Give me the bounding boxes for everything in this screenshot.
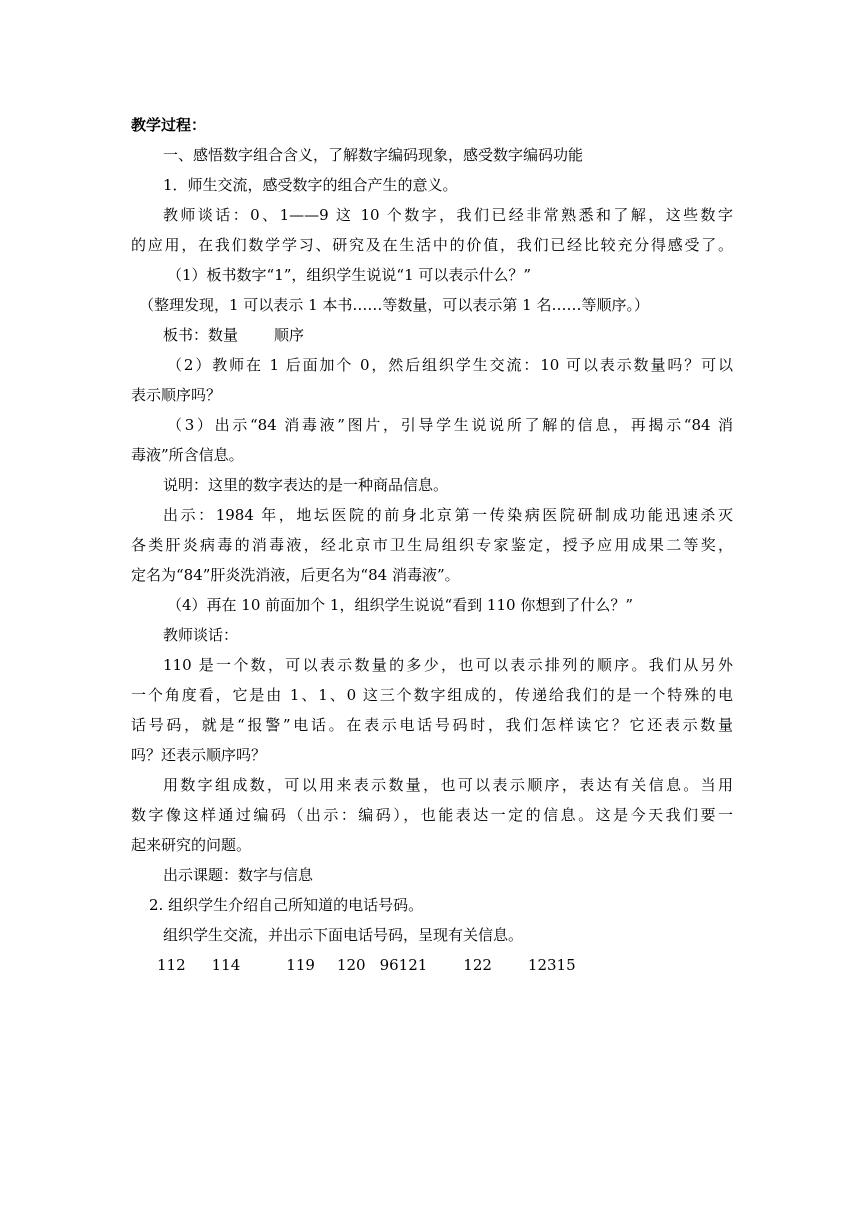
paragraph-2-line-3: 话号码，就是“报警”电话。在表示电话号码时，我们怎样读它？它还表示数量 xyxy=(131,716,733,734)
document-body xyxy=(131,110,733,980)
phone-number: 114 xyxy=(211,956,241,974)
teacher-talk-label: 教师谈话： xyxy=(163,626,239,644)
phone-number: 120 xyxy=(336,956,366,974)
paragraph-1-line-1: 教师谈话：0、1——9 这 10 个数字，我们已经非常熟悉和了解，这些数字 xyxy=(163,206,733,224)
phone-number: 112 xyxy=(157,956,186,974)
show-line-3: 定名为“84”肝炎洗消液，后更名为“84 消毒液”。 xyxy=(131,566,460,584)
question-4: （4）再在 10 前面加个 1，组织学生说说“看到 110 你想到了什么？” xyxy=(167,596,633,614)
phone-number: 12315 xyxy=(527,956,576,974)
section-1-title: 一、感悟数字组合含义，了解数字编码现象，感受数字编码功能 xyxy=(163,146,584,164)
question-1-note: （整理发现，1 可以表示 1 本书……等数量，可以表示第 1 名……等顺序。） xyxy=(139,296,649,314)
show-line-2: 各类肝炎病毒的消毒液，经北京市卫生局组织专家鉴定，授予应用成果二等奖， xyxy=(131,536,733,554)
question-1: （1）板书数字“1”，组织学生说说“1 可以表示什么？” xyxy=(167,266,532,284)
item-2-title: 2. 组织学生介绍自己所知道的电话号码。 xyxy=(149,896,424,914)
question-2-line-1: （2）教师在 1 后面加个 0，然后组织学生交流：10 可以表示数量吗？可以 xyxy=(167,356,733,374)
paragraph-3-line-1: 用数字组成数，可以用来表示数量，也可以表示顺序，表达有关信息。当用 xyxy=(163,776,733,794)
paragraph-2-line-4: 吗？还表示顺序吗？ xyxy=(131,746,267,764)
phone-number: 122 xyxy=(463,956,492,974)
paragraph-3-line-3: 起来研究的问题。 xyxy=(131,836,252,854)
paragraph-3-line-2: 数字像这样通过编码（出示：编码），也能表达一定的信息。这是今天我们要一 xyxy=(131,806,733,824)
phone-number-list xyxy=(131,950,733,980)
phone-number: 119 xyxy=(286,956,315,974)
question-3-line-2: 毒液”所含信息。 xyxy=(131,446,244,464)
lesson-topic: 出示课题：数字与信息 xyxy=(163,866,314,884)
paragraph-2-line-1: 110 是一个数，可以表示数量的多少，也可以表示排列的顺序。我们从另外 xyxy=(163,656,733,674)
item-1-title: 1．师生交流，感受数字的组合产生的意义。 xyxy=(163,176,458,194)
phone-number: 96121 xyxy=(379,956,428,974)
board-writing xyxy=(131,320,733,350)
show-line-1: 出示：1984 年，地坛医院的前身北京第一传染病医院研制成功能迅速杀灭 xyxy=(163,506,733,524)
question-2-line-2: 表示顺序吗？ xyxy=(131,386,222,404)
board-label: 板书：数量 xyxy=(163,326,239,344)
question-3-line-1: （3）出示“84 消毒液”图片，引导学生说说所了解的信息，再揭示“84 消 xyxy=(167,416,733,434)
board-item-order: 顺序 xyxy=(274,326,305,344)
section-heading: 教学过程： xyxy=(131,116,207,134)
explanation: 说明：这里的数字表达的是一种商品信息。 xyxy=(163,476,449,494)
paragraph-2-line-2: 一个角度看，它是由 1、1、0 这三个数字组成的，传递给我们的是一个特殊的电 xyxy=(131,686,733,704)
paragraph-1-line-2: 的应用，在我们数学学习、研究及在生活中的价值，我们已经比较充分得感受了。 xyxy=(131,236,733,254)
item-2-description: 组织学生交流，并出示下面电话号码，呈现有关信息。 xyxy=(163,926,524,944)
